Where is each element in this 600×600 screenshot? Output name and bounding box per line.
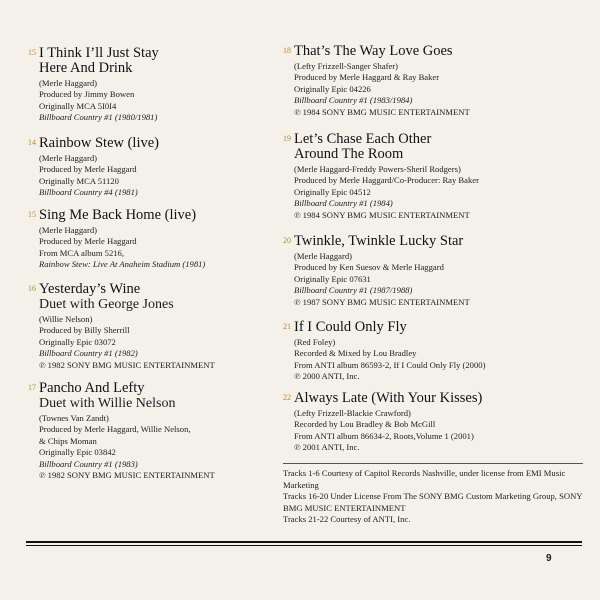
track-writer: (Merle Haggard) — [39, 78, 97, 88]
track-chart: Billboard Country #4 (1981) — [39, 187, 138, 198]
track-title — [294, 132, 583, 162]
track-original: Originally Epic 07631 — [294, 273, 371, 284]
track-copyright: ℗ 1982 SONY BMG MUSIC ENTERTAINMENT — [39, 470, 215, 481]
track-chart: Billboard Country #1 (1983) — [39, 458, 138, 469]
track-21 — [283, 320, 583, 383]
track-writer: (Lefty Frizzell-Sanger Shafer) — [294, 61, 399, 71]
track-writer: (Merle Haggard-Freddy Powers-Sheril Rodgers) — [294, 164, 461, 174]
track-title-line: That’s The Way Love Goes — [294, 43, 453, 59]
track-title-line: If I Could Only Fly — [294, 319, 407, 335]
track-15a — [28, 46, 273, 124]
track-number: 17 — [28, 383, 36, 392]
track-title — [39, 46, 273, 76]
track-producer: Recorded by Lou Bradley & Bob McGill — [294, 419, 436, 430]
track-number: 15 — [28, 48, 36, 57]
footer-rule-thick — [26, 541, 582, 543]
track-producer: Recorded & Mixed by Lou Bradley — [294, 348, 417, 359]
track-title-line: Pancho And Lefty — [39, 380, 145, 396]
track-19 — [283, 132, 583, 221]
track-chart: Billboard Country #1 (1982) — [39, 348, 138, 359]
page-number: 9 — [546, 553, 552, 564]
track-original: Originally Epic 04226 — [294, 83, 371, 94]
track-writer: (Merle Haggard) — [294, 251, 352, 261]
credit-line: Tracks 1-6 Courtesy of Capitol Records Nashville, under license from EMI Music Marketing — [283, 468, 566, 490]
track-title-line: I Think I’ll Just Stay — [39, 45, 159, 61]
track-number: 15 — [28, 210, 36, 219]
track-title — [39, 136, 273, 151]
track-writer: (Merle Haggard) — [39, 225, 97, 235]
track-credits — [294, 164, 583, 221]
track-album: Rainbow Stew: Live At Anaheim Stadium (1981) — [39, 259, 206, 270]
track-copyright: ℗ 2000 ANTI, Inc. — [294, 371, 360, 382]
track-producer: Produced by Merle Haggard/Co-Producer: Ray Baker — [294, 175, 479, 186]
track-credits — [294, 251, 583, 308]
track-title-line: Twinkle, Twinkle Lucky Star — [294, 233, 464, 249]
footer-rule-thin — [26, 545, 582, 546]
track-number: 21 — [283, 322, 291, 331]
track-credits — [39, 153, 273, 199]
track-chart: Billboard Country #1 (1984) — [294, 198, 393, 209]
track-credits — [39, 78, 273, 124]
track-number: 14 — [28, 138, 36, 147]
credit-line: Tracks 16-20 Under License From The SONY BMG Custom Marketing Group, SONY BMG MUSIC ENTERTAINMENT — [283, 491, 583, 513]
track-18 — [283, 44, 583, 118]
track-writer: (Townes Van Zandt) — [39, 413, 109, 423]
track-producer: Produced by Merle Haggard — [39, 164, 137, 175]
track-15b — [28, 208, 273, 271]
track-title — [294, 320, 583, 335]
track-producer-cont: & Chips Moman — [39, 435, 97, 446]
track-album: From ANTI album 86634-2, Roots,Volume 1 (2001) — [294, 430, 474, 441]
track-chart: Billboard Country #1 (1987/1988) — [294, 285, 413, 296]
track-credits — [39, 413, 273, 481]
track-title-line: Always Late (With Your Kisses) — [294, 390, 483, 406]
track-number: 20 — [283, 236, 291, 245]
track-title — [294, 234, 583, 249]
track-title-line: Around The Room — [294, 146, 404, 162]
track-number: 22 — [283, 393, 291, 402]
track-copyright: ℗ 1984 SONY BMG MUSIC ENTERTAINMENT — [294, 106, 470, 117]
track-producer: Produced by Merle Haggard, Willie Nelson, — [39, 424, 191, 435]
track-credits — [294, 337, 583, 383]
track-credits — [39, 225, 273, 271]
track-copyright: ℗ 1984 SONY BMG MUSIC ENTERTAINMENT — [294, 209, 470, 220]
track-title — [39, 208, 273, 223]
track-original: Originally Epic 03072 — [39, 336, 116, 347]
track-writer: (Willie Nelson) — [39, 314, 93, 324]
track-title — [39, 381, 273, 396]
track-producer: Produced by Jimmy Bowen — [39, 89, 135, 100]
track-credits — [294, 61, 583, 118]
track-copyright: ℗ 1987 SONY BMG MUSIC ENTERTAINMENT — [294, 296, 470, 307]
track-17 — [28, 381, 273, 481]
track-credits — [39, 314, 273, 371]
track-20 — [283, 234, 583, 308]
track-chart: Billboard Country #1 (1980/1981) — [39, 112, 158, 123]
track-writer: (Red Foley) — [294, 337, 336, 347]
track-copyright: ℗ 1982 SONY BMG MUSIC ENTERTAINMENT — [39, 359, 215, 370]
track-original: Originally Epic 03842 — [39, 447, 116, 458]
track-original: Originally MCA 5I0I4 — [39, 100, 117, 111]
track-writer: (Lefty Frizzell-Blackie Crawford) — [294, 408, 411, 418]
track-title-line: Let’s Chase Each Other — [294, 131, 432, 147]
track-copyright: ℗ 2001 ANTI, Inc. — [294, 442, 360, 453]
track-title — [39, 282, 273, 297]
track-chart: Billboard Country #1 (1983/1984) — [294, 95, 413, 106]
track-title-line: Sing Me Back Home (live) — [39, 207, 197, 223]
track-original: From MCA album 5216, — [39, 247, 124, 258]
licensing-credits — [283, 463, 583, 526]
track-producer: Produced by Merle Haggard — [39, 236, 137, 247]
track-number: 19 — [283, 134, 291, 143]
track-title — [294, 391, 583, 406]
track-title-line: Rainbow Stew (live) — [39, 135, 160, 151]
track-subtitle: Duet with George Jones — [39, 297, 174, 312]
track-22 — [283, 391, 583, 454]
track-credits — [294, 408, 583, 454]
track-subtitle: Duet with Willie Nelson — [39, 396, 176, 411]
track-title — [294, 44, 583, 59]
track-album: From ANTI album 86593-2, If I Could Only Fly (2000) — [294, 359, 486, 370]
track-producer: Produced by Merle Haggard & Ray Baker — [294, 72, 440, 83]
track-producer: Produced by Billy Sherrill — [39, 325, 130, 336]
track-original: Originally MCA 51120 — [39, 175, 119, 186]
track-writer: (Merle Haggard) — [39, 153, 97, 163]
track-producer: Produced by Ken Suesov & Merle Haggard — [294, 262, 444, 273]
track-number: 18 — [283, 46, 291, 55]
track-16 — [28, 282, 273, 371]
track-number: 16 — [28, 284, 36, 293]
track-title-line: Yesterday’s Wine — [39, 281, 141, 297]
credit-line: Tracks 21-22 Courtesy of ANTI, Inc. — [283, 514, 411, 525]
track-title-line: Here And Drink — [39, 60, 133, 76]
track-original: Originally Epic 04512 — [294, 186, 371, 197]
track-14 — [28, 136, 273, 199]
